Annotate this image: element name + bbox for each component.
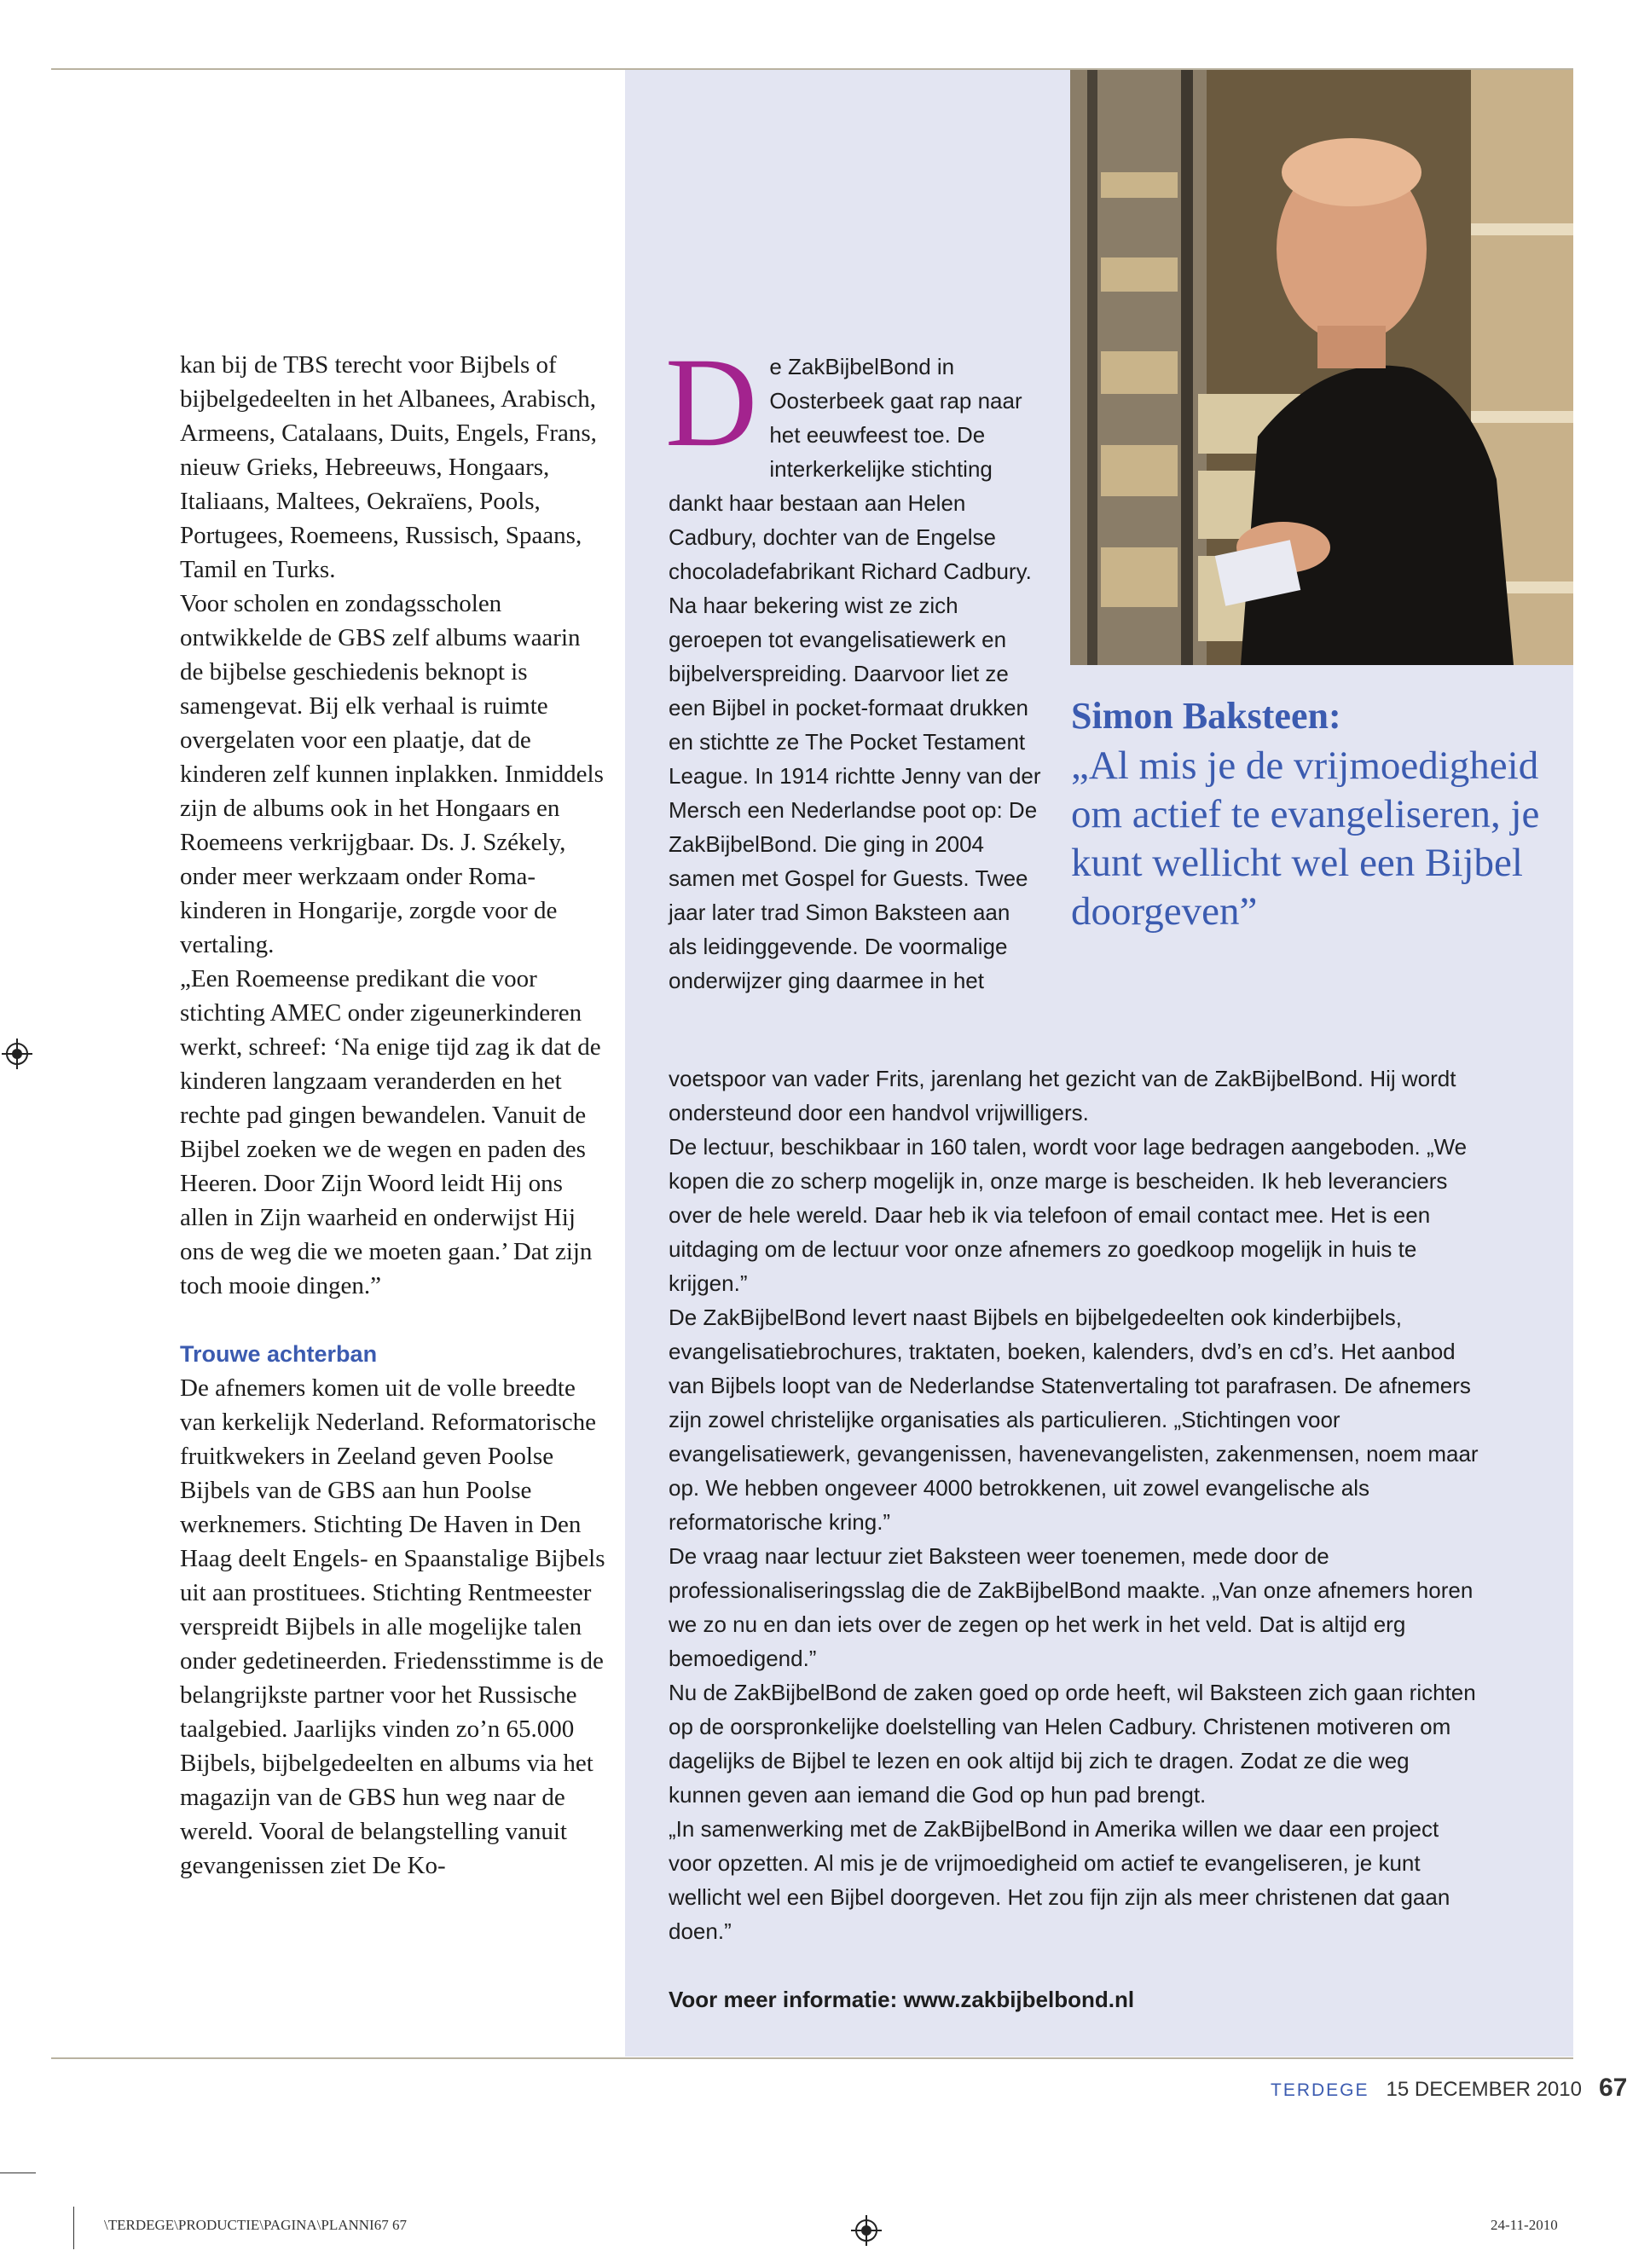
body-paragraph: De afnemers komen uit de volle breedte van kerkelijk Nederland. Reformatorische fruitkwekers in Zeeland geven Poolse Bijbels van de GBS aan hun Poolse werknemers. Stichting De Haven in Den Haag deelt Engels- en Spaanstalige Bijbels uit aan prostituees. Stichting Rentmeester verspreidt Bijbels in alle mogelijke talen onder gedetineerden. Friedensstimme is de belangrijkste partner voor het Russische taalgebied. Jaarlijks vinden zo’n 65.000 Bijbels, bijbelgedeelten en albums via het magazijn van de GBS hun weg naar de wereld. Vooral de belangstelling vanuit gevangenissen ziet De Ko-: [180, 1374, 605, 1879]
sidebar-intro: [665, 332, 1044, 998]
portrait-photo: [1070, 70, 1573, 665]
registration-mark-icon: [851, 2215, 882, 2246]
body-paragraph: Voor scholen en zondagsscholen ontwikkelde de GBS zelf albums waarin de bijbelse geschiedenis beknopt is samengevat. Bij elk verhaal is ruimte overgelaten voor een plaatje, dat de kinderen zelf kunnen inplakken. Inmiddels zijn de albums ook in het Hongaars en Roemeens verkrijgbaar. Ds. J. Székely, onder meer werkzaam onder Roma-kinderen in Hongarije, zorgde voor de vertaling.: [180, 590, 604, 958]
registration-mark-icon: [2, 1039, 32, 1069]
sidebar-paragraph: De lectuur, beschikbaar in 160 talen, wordt voor lage bedragen aangeboden. „We kopen die zo scherp mogelijk in, onze marge is bescheiden. Ik heb leveranciers over de hele wereld. Daar heb ik via telefoon of email contact mee. Het is een uitdaging om de lectuur voor onze afnemers zo goedkoop mogelijk in huis te krijgen.”: [669, 1134, 1468, 1296]
sidebar-paragraph: voetspoor van vader Frits, jarenlang het gezicht van de ZakBijbelBond. Hij wordt ondersteund door een handvol vrijwilligers.: [669, 1066, 1456, 1125]
crop-mark: [73, 2207, 74, 2249]
magazine-name: TERDEGE: [1271, 2080, 1369, 2100]
intro-text: e ZakBijbelBond in Oosterbeek gaat rap naar het eeuwfeest toe. De interkerkelijke stichting dankt haar bestaan aan Helen Cadbury, dochter van de Engelse chocoladefabrikant Richard Cadbury. Na haar bekering wist ze zich geroepen tot evangelisatiewerk en bijbelverspreiding. Daarvoor liet ze een Bijbel in pocket-formaat drukken en stichtte ze The Pocket Testament League. In 1914 richtte Jenny van der Mersch een Nederlandse poot op: De ZakBijbelBond. Die ging in 2004 samen met Gospel for Guests. Twee jaar later trad Simon Baksteen aan als leidinggevende. De voormalige onderwijzer ging daarmee in het: [669, 354, 1041, 993]
pull-quote: [1071, 691, 1549, 936]
quote-text: „Al mis je de vrijmoedigheid om actief te evangeliseren, je kunt wellicht wel een Bijbel doorgeven”: [1071, 743, 1540, 934]
sidebar-body: [669, 1062, 1487, 2016]
sidebar-paragraph: „In samenwerking met de ZakBijbelBond in Amerika willen we daar een project voor opzetten. Al mis je de vrijmoedigheid om actief te evangeliseren, je kunt wellicht wel een Bijbel doorgeven. Het zou fijn zijn als meer christenen dat gaan doen.”: [669, 1816, 1450, 1944]
dropcap: D: [665, 332, 758, 473]
sidebar-paragraph: De vraag naar lectuur ziet Baksteen weer toenemen, mede door de professionaliseringsslag die de ZakBijbelBond maakte. „Van onze afnemers horen we zo nu en dan iets over de zegen op het werk in het veld. Dat is altijd erg bemoedigend.”: [669, 1543, 1474, 1671]
body-paragraph: „Een Roemeense predikant die voor stichting AMEC onder zigeunerkinderen werkt, schreef: ‘Na enige tijd zag ik dat de kinderen langzaam veranderden en het rechte pad gingen bewandelen. Vanuit de Bijbel zoeken we de wegen en paden des Heeren. Door Zijn Woord leidt Hij ons allen in Zijn waarheid en onderwijst Hij ons de weg die we moeten gaan.’ Dat zijn toch mooie dingen.”: [180, 965, 601, 1299]
body-paragraph: kan bij de TBS terecht voor Bijbels of bijbelgedeelten in het Albanees, Arabisch, Armeens, Catalaans, Duits, Engels, Frans, nieuw Grieks, Hebreeuws, Hongaars, Italiaans, Maltees, Oekraïens, Pools, Portugees, Roemeens, Russisch, Spaans, Tamil en Turks.: [180, 351, 597, 583]
slug-path: \TERDEGE\PRODUCTIE\PAGINA\PLANNI67 67: [104, 2217, 407, 2233]
page-number: 67: [1599, 2074, 1627, 2102]
page-footer: [1271, 2074, 1627, 2103]
subheading: Trouwe achterban: [180, 1341, 378, 1367]
quote-speaker: Simon Baksteen:: [1071, 695, 1341, 737]
bottom-rule: [51, 2057, 1573, 2059]
slug-date: 24-11-2010: [1491, 2217, 1558, 2233]
issue-date: 15 DECEMBER 2010: [1386, 2078, 1582, 2101]
left-article-column: [180, 348, 606, 1883]
sidebar-paragraph: Nu de ZakBijbelBond de zaken goed op orde heeft, wil Baksteen zich gaan richten op de oorspronkelijke doelstelling van Helen Cadbury. Christenen motiveren om dagelijks de Bijbel te lezen en ook altijd bij zich te dragen. Zodat ze die weg kunnen geven aan iemand die God op hun pad brengt.: [669, 1680, 1476, 1808]
sidebar-paragraph: De ZakBijbelBond levert naast Bijbels en bijbelgedeelten ook kinderbijbels, evangelisatiebrochures, traktaten, boeken, kalenders, dvd’s en cd’s. Het aanbod van Bijbels loopt van de Nederlandse Statenvertaling tot parafrasen. De afnemers zijn zowel christelijke organisaties als particulieren. „Stichtingen voor evangelisatiewerk, gevangenissen, havenevangelisten, zakenmensen, noem maar op. We hebben ongeveer 4000 betrokkenen, uit zowel evangelische als reformatorische kring.”: [669, 1305, 1479, 1535]
more-info-link[interactable]: Voor meer informatie: www.zakbijbelbond.nl: [669, 1987, 1135, 2012]
